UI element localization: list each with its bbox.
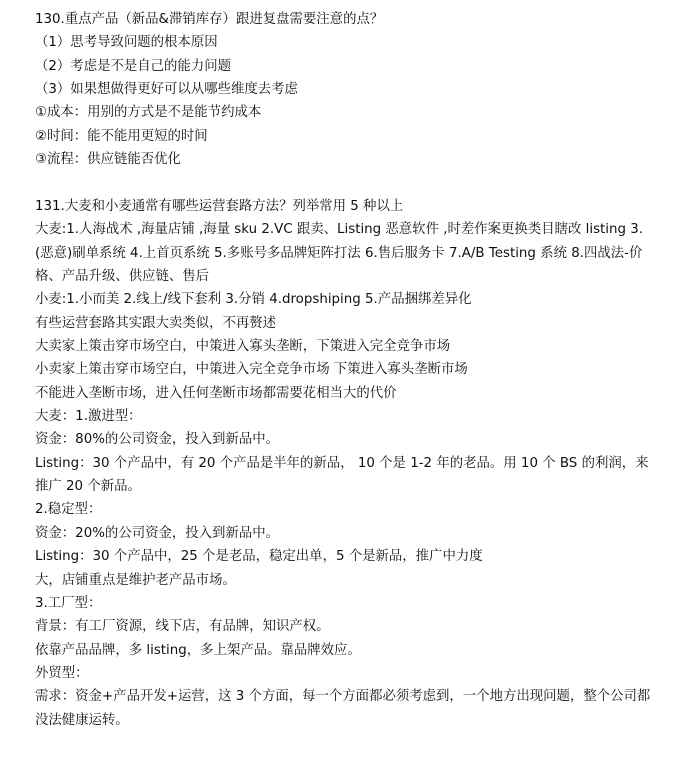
body-line: 大卖家上策击穿市场空白，中策进入寡头垄断，下策进入完全竞争市场: [35, 339, 451, 355]
damai-methods-paragraph: 大麦:1.人海战术 ,海量店铺 ,海量 sku 2.VC 跟卖、Listing 恶意软件 ,时差作案更换类目瞎改 listing 3.(恶意)刷单系统 4.上首页系统 5.多账号多品牌矩阵打法 6.售后服务卡 7.A/B Testing 系统 8.四战法-价格、产品升级、供应链、售后: [35, 222, 644, 285]
stable-type-title: 2.稳定型：: [35, 502, 102, 518]
aggressive-type-title: 大麦：1.激进型：: [35, 409, 142, 425]
trade-type-title: 外贸型：: [35, 665, 89, 681]
trade-needs-paragraph: 需求：资金+产品开发+运营，这 3 个方面，每一个方面都必须考虑到，一个地方出现问题，整个公司都没法健康运转。: [35, 689, 651, 728]
stable-listing-line: 大，店铺重点是维护老产品市场。: [35, 572, 236, 588]
aggressive-listing-paragraph: Listing：30 个产品中，有 20 个产品是半年的新品， 10 个是 1-2 年的老品。用 10 个 BS 的利润，来推广 20 个新品。: [35, 455, 649, 495]
body-line: 有些运营套路其实跟大卖类似，不再赘述: [35, 315, 277, 331]
question-130-item: （3）如果想做得更好可以从哪些维度去考虑: [35, 82, 298, 98]
body-line: 小卖家上策击穿市场空白，中策进入完全竞争市场 下策进入寡头垄断市场: [35, 362, 468, 378]
stable-funds-line: 资金：20%的公司资金，投入到新品中。: [35, 525, 280, 541]
question-130: [35, 8, 661, 171]
factory-strategy-line: 依靠产品品牌，多 listing，多上架产品。靠品牌效应。: [35, 642, 361, 658]
factory-type-title: 3.工厂型：: [35, 595, 102, 611]
factory-background-line: 背景：有工厂资源，线下店，有品牌，知识产权。: [35, 619, 330, 635]
xiaomai-methods-line: 小麦:1.小而美 2.线上/线下套利 3.分销 4.dropshiping 5.产品捆绑差异化: [35, 292, 472, 308]
question-130-title: 130.重点产品（新品&滞销库存）跟进复盘需要注意的点？: [35, 12, 384, 27]
body-line: 不能进入垄断市场，进入任何垄断市场都需要花相当大的代价: [35, 385, 397, 401]
question-131: [35, 195, 661, 732]
question-130-item: ③流程：供应链能否优化: [35, 152, 181, 168]
stable-listing-line: Listing：30 个产品中，25 个是老品，稳定出单，5 个是新品，推广中力度: [35, 549, 483, 565]
question-130-item: （1）思考导致问题的根本原因: [35, 35, 218, 51]
question-130-item: （2）考虑是不是自己的能力问题: [35, 58, 231, 74]
question-131-title: 131.大麦和小麦通常有哪些运营套路方法？列举常用 5 种以上: [35, 199, 404, 214]
aggressive-funds-line: 资金：80%的公司资金，投入到新品中。: [35, 432, 280, 448]
question-130-item: ②时间：能不能用更短的时间: [35, 128, 208, 144]
question-130-item: ①成本：用别的方式是不是能节约成本: [35, 105, 262, 121]
